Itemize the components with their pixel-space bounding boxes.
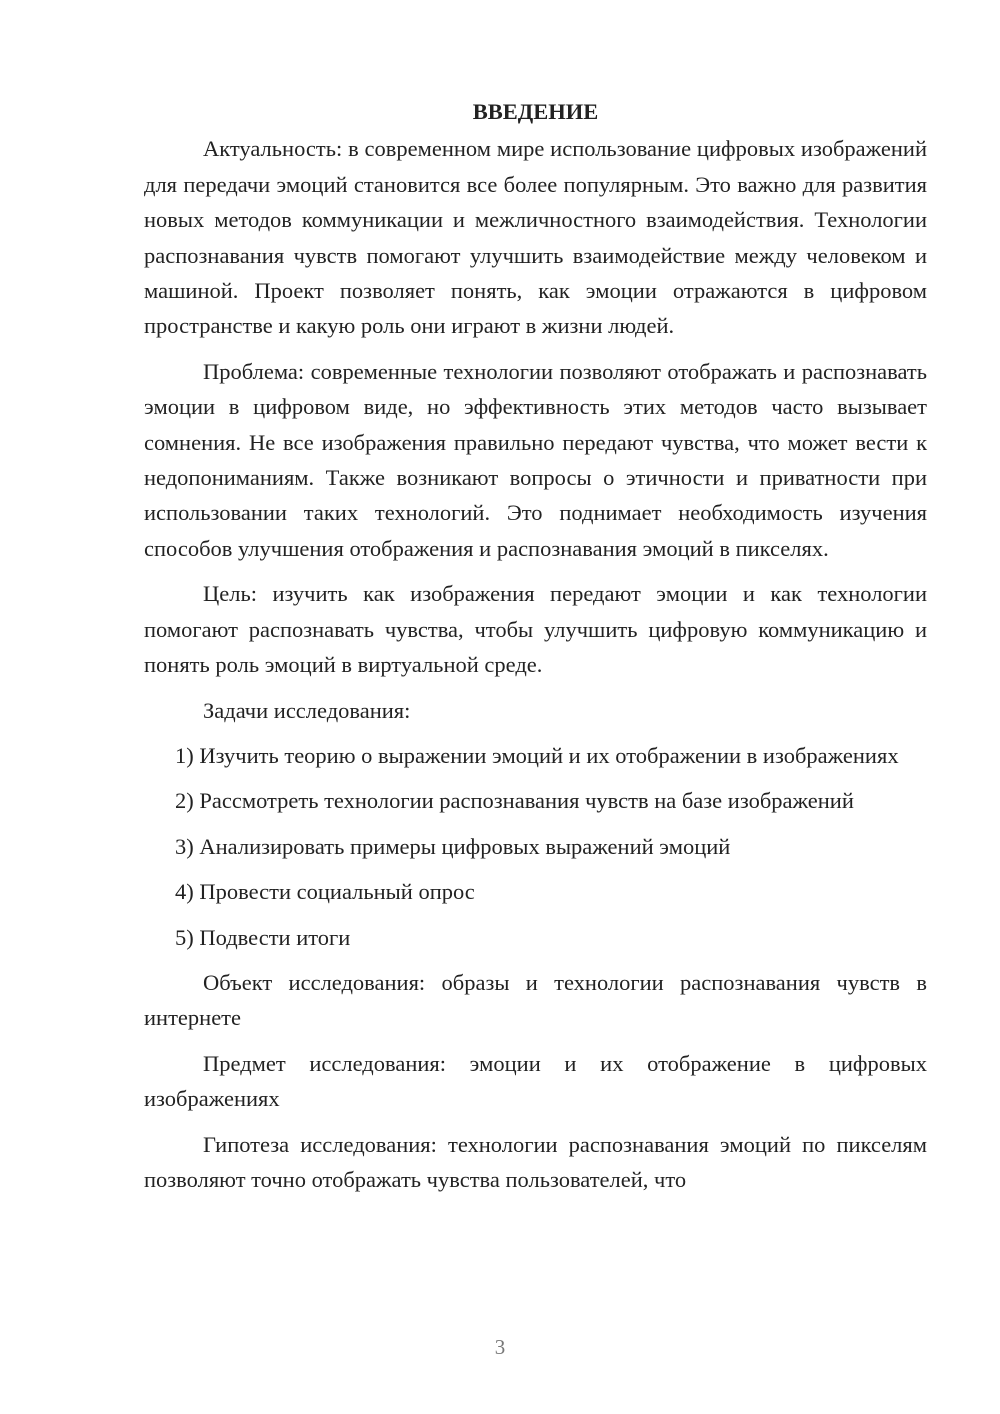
- list-item: 1) Изучить теорию о выражении эмоций и их отображении в изображениях: [175, 742, 899, 768]
- paragraph-relevance: Актуальность: в современном мире использование цифровых изображений для передачи эмоций становится все более популярным. Это важно для развития новых методов коммуникации и межличностного взаимодействия. Технологии распознавания чувств помогают улучшить взаимодействие между человеком и машиной. Проект позволяет понять, как эмоции отражаются в цифровом пространстве и какую роль они играют в жизни людей.: [144, 136, 927, 339]
- paragraph-object: Объект исследования: образы и технологии распознавания чувств в интернете: [144, 969, 927, 1031]
- page-title: ВВЕДЕНИЕ: [472, 99, 599, 124]
- tasks-list: [144, 738, 927, 955]
- list-item: 5) Подвести итоги: [175, 924, 351, 950]
- list-item: 3) Анализировать примеры цифровых выражений эмоций: [175, 833, 731, 859]
- tasks-heading: Задачи исследования:: [203, 697, 411, 723]
- list-item: 4) Провести социальный опрос: [175, 879, 475, 905]
- paragraph-subject: Предмет исследования: эмоции и их отображение в цифровых изображениях: [144, 1050, 927, 1112]
- paragraph-problem: Проблема: современные технологии позволяют отображать и распознавать эмоции в цифровом виде, но эффективность этих методов часто вызывает сомнения. Не все изображения правильно передают чувства, что может вести к недопониманиям. Также возникают вопросы о этичности и приватности при использовании таких технологий. Это поднимает необходимость изучения способов улучшения отображения и распознавания эмоций в пикселях.: [144, 358, 927, 561]
- page-number: 3: [494, 1335, 506, 1359]
- list-item: 2) Рассмотреть технологии распознавания чувств на базе изображений: [175, 788, 854, 814]
- paragraph-goal: Цель: изучить как изображения передают эмоции и как технологии помогают распознавать чувства, чтобы улучшить цифровую коммуникацию и понять роль эмоций в виртуальной среде.: [144, 581, 927, 678]
- page-content: [144, 94, 927, 1207]
- paragraph-hypothesis: Гипотеза исследования: технологии распознавания эмоций по пикселям позволяют точно отображать чувства пользователей, что: [144, 1131, 927, 1192]
